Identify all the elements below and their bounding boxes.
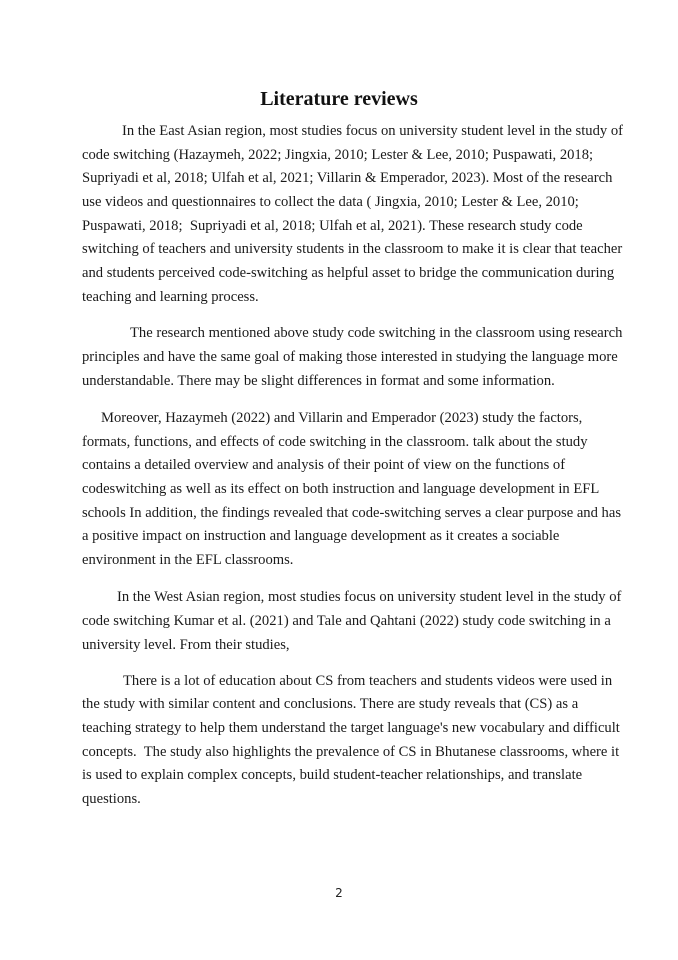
text-line: principles and have the same goal of making those interested in studying the language more [82, 349, 618, 365]
text-line: contains a detailed overview and analysis of their point of view on the functions of [82, 457, 566, 473]
text-line: The research mentioned above study code switching in the classroom using research [130, 325, 623, 341]
text-line: understandable. There may be slight differences in format and some information. [82, 373, 555, 389]
page-title: Literature reviews [260, 88, 418, 110]
text-line: schools In addition, the findings revealed that code-switching serves a clear purpose and has [82, 505, 621, 521]
text-line: a positive impact on instruction and language development as it creates a sociable [82, 528, 560, 544]
text-line: and students perceived code-switching as helpful asset to bridge the communication during [82, 265, 615, 281]
text-line: codeswitching as well as its effect on both instruction and language development in EFL [82, 481, 600, 497]
text-line: questions. [82, 791, 141, 807]
text-line: There is a lot of education about CS from teachers and students videos were used in [123, 673, 613, 689]
text-line: Supriyadi et al, 2018; Ulfah et al, 2021; Villarin & Emperador, 2023). Most of the research [82, 170, 613, 186]
text-line: the study with similar content and conclusions. There are study reveals that (CS) as a [82, 696, 579, 712]
text-line: code switching (Hazaymeh, 2022; Jingxia, 2010; Lester & Lee, 2010; Puspawati, 2018; [82, 147, 594, 163]
text-line: teaching and learning process. [82, 289, 259, 305]
text-line: Puspawati, 2018; Supriyadi et al, 2018; Ulfah et al, 2021). These research study code [82, 218, 583, 234]
text-line: code switching Kumar et al. (2021) and Tale and Qahtani (2022) study code switching in a [82, 613, 611, 629]
text-line: environment in the EFL classrooms. [82, 552, 294, 568]
text-line: Moreover, Hazaymeh (2022) and Villarin and Emperador (2023) study the factors, [101, 410, 583, 426]
text-line: is used to explain complex concepts, build student-teacher relationships, and translate [82, 767, 583, 783]
text-line: teaching strategy to help them understand the target language's new vocabulary and difficult [82, 720, 620, 736]
text-line: In the East Asian region, most studies focus on university student level in the study of [122, 123, 623, 139]
text-line: switching of teachers and university students in the classroom to make it is clear that teacher [82, 241, 623, 257]
text-line: formats, functions, and effects of code switching in the classroom. talk about the study [82, 434, 588, 450]
text-line: university level. From their studies, [82, 637, 290, 653]
page-number: 2 [335, 886, 343, 900]
text-line: In the West Asian region, most studies focus on university student level in the study of [117, 589, 622, 605]
text-line: concepts. The study also highlights the prevalence of CS in Bhutanese classrooms, where it [82, 744, 620, 760]
text-line: use videos and questionnaires to collect the data ( Jingxia, 2010; Lester & Lee, 2010; [82, 194, 579, 210]
